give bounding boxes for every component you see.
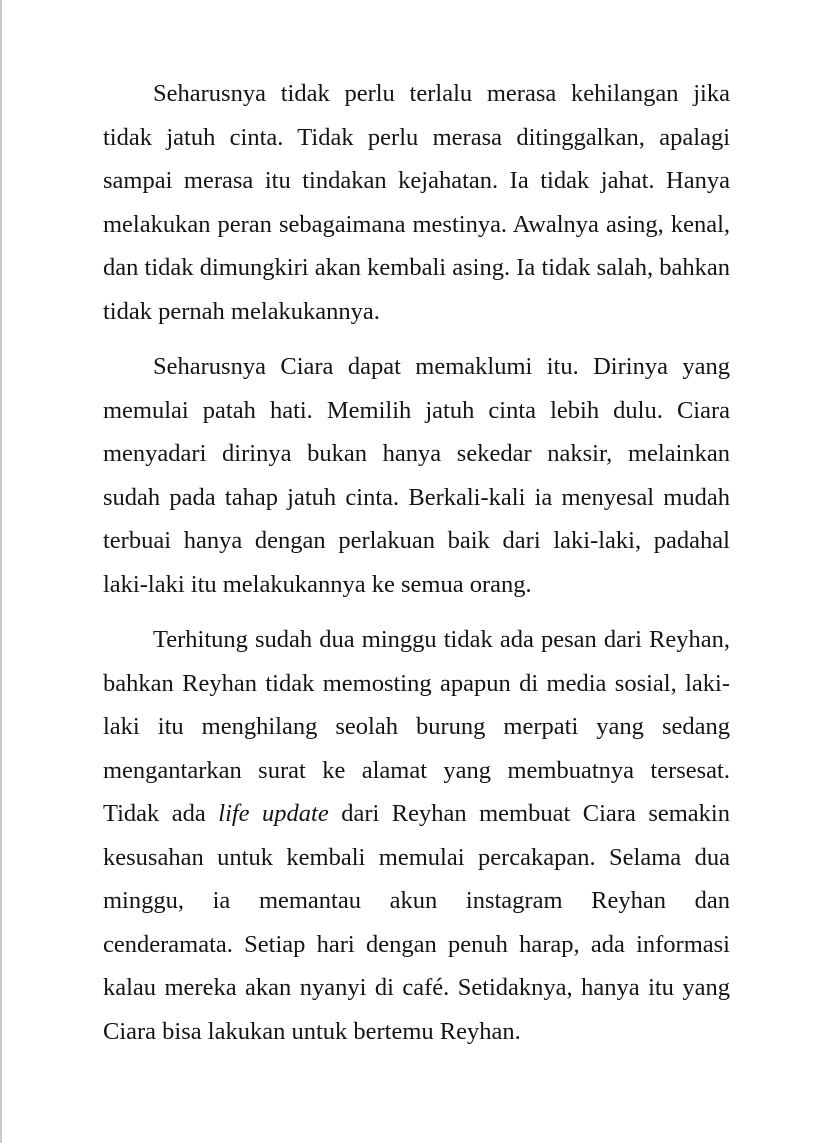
paragraph-1: Seharusnya tidak perlu terlalu merasa kehilangan jika tidak jatuh cinta. Tidak perlu merasa ditinggalkan, apalagi sampai merasa itu tindakan kejahatan. Ia tidak jahat. Hanya melakukan peran sebagaimana mestinya. Awalnya asing, kenal, dan tidak dimungkiri akan kembali asing. Ia tidak salah, bahkan tidak pernah melakukannya. — [103, 80, 730, 325]
body-text — [103, 72, 730, 1053]
paragraph-3-part-1: Terhitung sudah dua minggu tidak ada pesan dari Reyhan, bahkan Reyhan tidak memosting apapun di media sosial, laki-laki itu menghilang seolah burung merpati yang sedang mengantarkan surat ke alamat yang membuatnya tersesat. Tidak ada — [103, 626, 730, 827]
paragraph-2: Seharusnya Ciara dapat memaklumi itu. Dirinya yang memulai patah hati. Memilih jatuh cinta lebih dulu. Ciara menyadari dirinya bukan hanya sekedar naksir, melainkan sudah pada tahap jatuh cinta. Berkali-kali ia menyesal mudah terbuai hanya dengan perlakuan baik dari laki-laki, padahal laki-laki itu melakukannya ke semua orang. — [103, 353, 730, 598]
paragraph-3-part-2: dari Reyhan membuat Ciara semakin kesusahan untuk kembali memulai percakapan. Selama dua minggu, ia memantau akun instagram Reyhan dan cenderamata. Setiap hari dengan penuh harap, ada informasi kalau mereka akan nyanyi di café. Setidaknya, hanya itu yang Ciara bisa lakukan untuk bertemu Reyhan. — [103, 800, 730, 1045]
paragraph-3-italic-phrase: life update — [218, 800, 329, 827]
paragraph-3 — [103, 618, 730, 1053]
